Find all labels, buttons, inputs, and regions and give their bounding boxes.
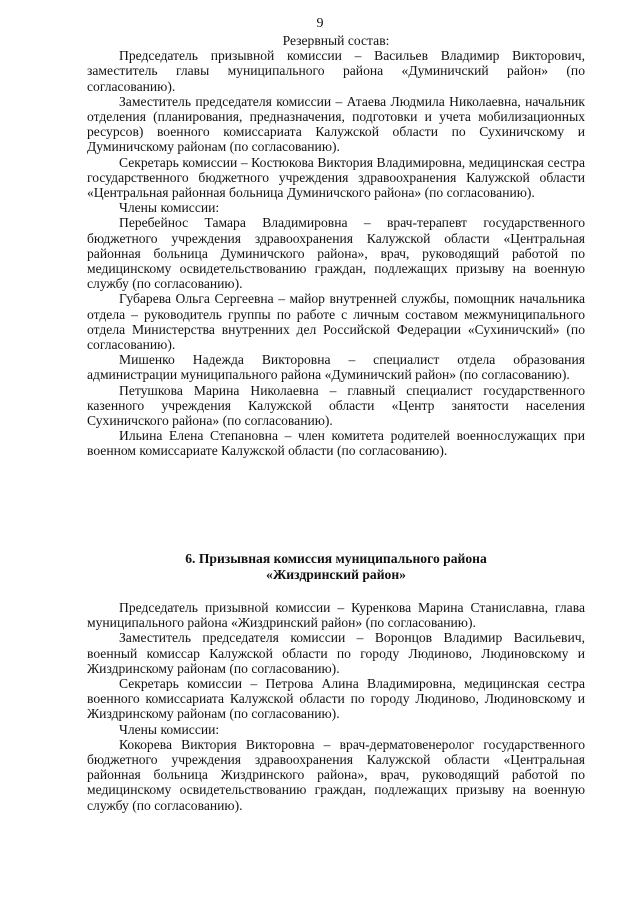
page-number: 9: [316, 16, 324, 31]
section-6-body: [87, 600, 585, 813]
reserve-secretary-paragraph: Секретарь комиссии – Костюкова Виктория Владимировна, медицинская сестра государственного бюджетного учреждения здравоохранения Калужской области «Центральная районная больница Думиничского района» (по согласованию).: [87, 154, 585, 201]
reserve-members-heading: Члены комиссии:: [119, 200, 220, 216]
reserve-member-paragraph: Ильина Елена Степановна – член комитета родителей военнослужащих при военном комиссариате Калужской области (по согласованию).: [87, 428, 585, 459]
reserve-composition-section: [87, 33, 585, 459]
reserve-deputy-paragraph: Заместитель председателя комиссии – Атаева Людмила Николаевна, начальник отделения (планирования, предназначения, подготовки и учета мобилизационных ресурсов) военного комиссариата Калужской области по Сухиничскому и Думиничскому районам (по согласованию).: [87, 93, 585, 155]
section-6-member-paragraph: Кокорева Виктория Викторовна – врач-дерматовенеролог государственного бюджетного учреждения здравоохранения Калужской области «Центральная районная больница Жиздринского района», врач, руководящий работой по медицинскому освидетельствованию граждан, подлежащих призыву на военную службу (по согласованию).: [87, 736, 585, 813]
reserve-member-paragraph: Мишенко Надежда Викторовна – специалист отдела образования администрации муниципального района «Думиничский район» (по согласованию).: [87, 352, 585, 383]
section-6-heading: [87, 551, 585, 583]
reserve-member-paragraph: Перебейнос Тамара Владимировна – врач-терапевт государственного бюджетного учреждения здравоохранения Калужской области «Центральная районная больница Думиничского района», врач, руководящий работой по медицинскому освидетельствованию граждан, подлежащих призыву на военную службу (по согласованию).: [87, 215, 585, 292]
reserve-member-paragraph: Петушкова Марина Николаевна – главный специалист государственного казенного учреждения Калужской области «Центр занятости населения Сухиничского района» (по согласованию).: [87, 382, 585, 429]
reserve-chairman-paragraph: Председатель призывной комиссии – Васильев Владимир Викторович, заместитель главы муниципального района «Думиничский район» (по согласованию).: [87, 48, 585, 94]
section-6-heading-line-1: 6. Призывная комиссия муниципального района: [185, 551, 487, 566]
reserve-member-paragraph: Губарева Ольга Сергеевна – майор внутренней службы, помощник начальника отдела – руководитель группы по работе с личным составом межмуниципального отдела Министерства внутренних дел Российской Федерации «Сухиничский» (по согласованию).: [87, 291, 585, 353]
section-6-deputy-paragraph: Заместитель председателя комиссии – Воронцов Владимир Васильевич, военный комиссар Калужской области по городу Людиново, Людиновскому и Жиздринскому районам (по согласованию).: [87, 630, 585, 676]
section-6-members-heading: Члены комиссии:: [119, 721, 220, 737]
section-6-secretary-paragraph: Секретарь комиссии – Петрова Алина Владимировна, медицинская сестра военного комиссариата Калужской области по городу Людиново, Людиновскому и Жиздринскому районам (по согласованию).: [87, 676, 585, 722]
reserve-heading: Резервный состав:: [282, 33, 390, 48]
section-6-heading-line-2: «Жиздринский район»: [266, 567, 406, 582]
section-6-chairman-paragraph: Председатель призывной комиссии – Куренкова Марина Станиславна, глава муниципального района «Жиздринский район» (по согласованию).: [87, 600, 585, 631]
